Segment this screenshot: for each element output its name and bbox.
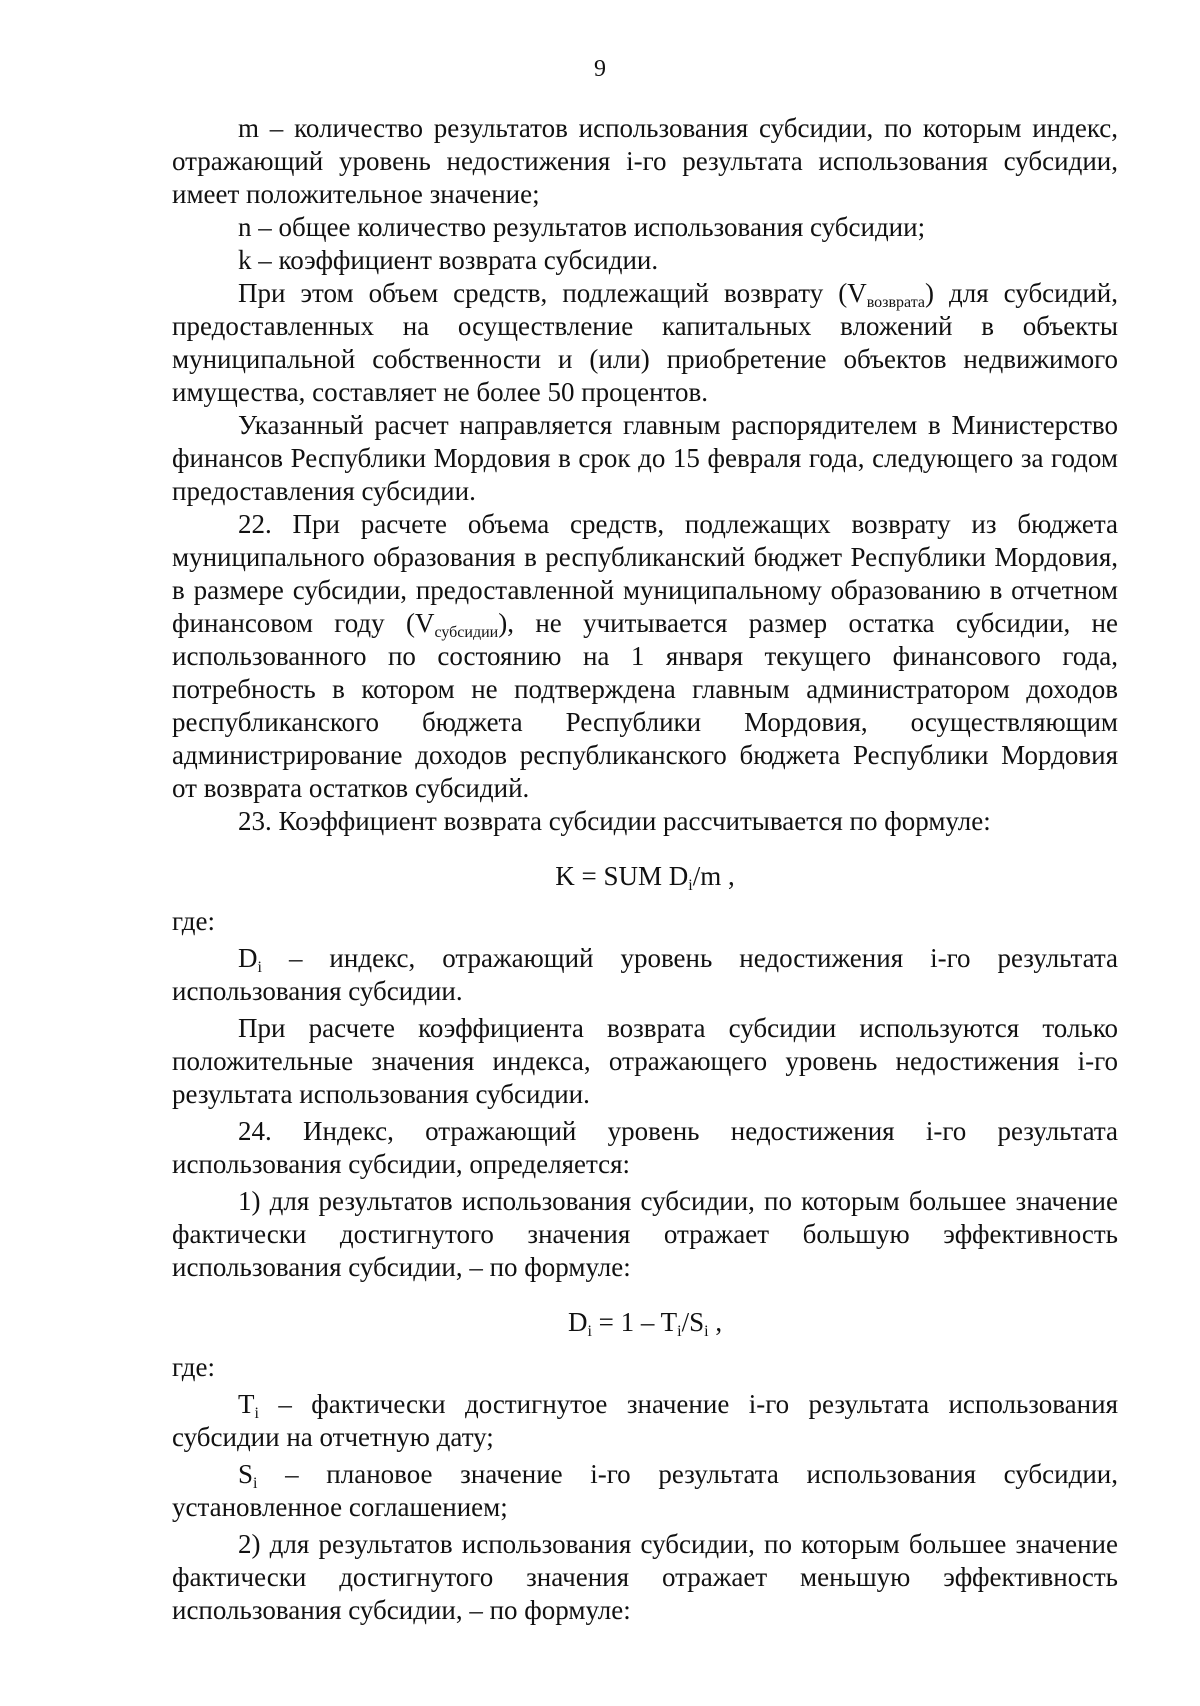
paragraph-return-volume bbox=[172, 277, 1118, 409]
formula-segment: , bbox=[708, 1307, 723, 1337]
subscript: i bbox=[253, 1475, 258, 1492]
text-segment: T bbox=[238, 1389, 255, 1419]
subscript: i bbox=[587, 1323, 592, 1340]
formula-segment: /S bbox=[681, 1307, 705, 1337]
paragraph-item-2: 2) для результатов использования субсидии, по которым большее значение фактически достигнутого значения отражает меньшую эффективность использования субсидии, – по формуле: bbox=[172, 1529, 1118, 1625]
text-segment: 22. При расчете объема средств, подлежащих возврату из бюджета муниципального образования в республиканский бюджет Республики Мордовия, в размере субсидии, предоставленной муниципальному образованию в отчетном финансовом году (V bbox=[172, 509, 1118, 638]
subscript: i bbox=[257, 959, 262, 976]
formula-di bbox=[172, 1306, 1118, 1339]
text-segment: ) для субсидий, предоставленных на осуществление капитальных вложений в объекты муниципальной собственности и (или) приобретение объектов недвижимого имущества, составляет не более 50 процентов. bbox=[172, 278, 1118, 407]
paragraph-si-definition bbox=[172, 1458, 1118, 1524]
where-label: где: bbox=[172, 906, 215, 936]
formula-segment: D bbox=[567, 1307, 588, 1337]
paragraph-positive-values: При расчете коэффициента возврата субсидии используются только положительные значения индекса, отражающего уровень недостижения i-го результата использования субсидии. bbox=[172, 1013, 1118, 1109]
subscript: возврата bbox=[866, 294, 926, 311]
text-segment: S bbox=[238, 1459, 254, 1489]
paragraph-24: 24. Индекс, отражающий уровень недостижения i-го результата использования субсидии, определяется: bbox=[172, 1116, 1118, 1179]
paragraph-calculation-sent: Указанный расчет направляется главным распорядителем в Министерство финансов Республики Мордовия в срок до 15 февраля года, следующего за годом предоставления субсидии. bbox=[172, 410, 1118, 506]
document-body bbox=[172, 112, 1118, 1627]
paragraph-k-definition: k – коэффициент возврата субсидии. bbox=[238, 245, 659, 275]
subscript: субсидии bbox=[434, 624, 499, 641]
subscript: i bbox=[704, 1323, 709, 1340]
text-segment: – индекс, отражающий уровень недостижения i-го результата использования субсидии. bbox=[172, 943, 1118, 1006]
subscript: i bbox=[254, 1405, 259, 1422]
where-label: где: bbox=[172, 1352, 215, 1382]
formula-k bbox=[172, 860, 1118, 893]
text-segment: – плановое значение i-го результата использования субсидии, установленное соглашением; bbox=[172, 1459, 1118, 1522]
text-segment: D bbox=[238, 943, 258, 973]
formula-segment: /m , bbox=[692, 861, 735, 891]
paragraph-22 bbox=[172, 508, 1118, 805]
subscript: i bbox=[677, 1323, 682, 1340]
formula-segment: = 1 – T bbox=[591, 1307, 678, 1337]
paragraph-n-definition: n – общее количество результатов использования субсидии; bbox=[238, 212, 926, 242]
page-number: 9 bbox=[594, 56, 606, 82]
text-segment: При этом объем средств, подлежащий возврату (V bbox=[238, 278, 867, 308]
paragraph-m-definition: m – количество результатов использования субсидии, по которым индекс, отражающий уровень недостижения i-го результата использования субсидии, имеет положительное значение; bbox=[172, 113, 1118, 209]
text-segment: – фактически достигнутое значение i-го результата использования субсидии на отчетную дату; bbox=[172, 1389, 1118, 1452]
paragraph-di-definition bbox=[172, 942, 1118, 1008]
formula-segment: K = SUM D bbox=[555, 861, 689, 891]
text-segment: ), не учитывается размер остатка субсидии, не использованного по состоянию на 1 января текущего финансового года, потребность в котором не подтверждена главным администратором доходов республиканского бюджета Республики Мордовия, осуществляющим администрирование доходов республиканского бюджета Республики Мордовия от возврата остатков субсидий. bbox=[172, 608, 1118, 803]
subscript: i bbox=[688, 877, 693, 894]
paragraph-item-1: 1) для результатов использования субсидии, по которым большее значение фактически достигнутого значения отражает большую эффективность использования субсидии, – по формуле: bbox=[172, 1186, 1118, 1282]
paragraph-23: 23. Коэффициент возврата субсидии рассчитывается по формуле: bbox=[238, 806, 991, 836]
paragraph-ti-definition bbox=[172, 1388, 1118, 1454]
